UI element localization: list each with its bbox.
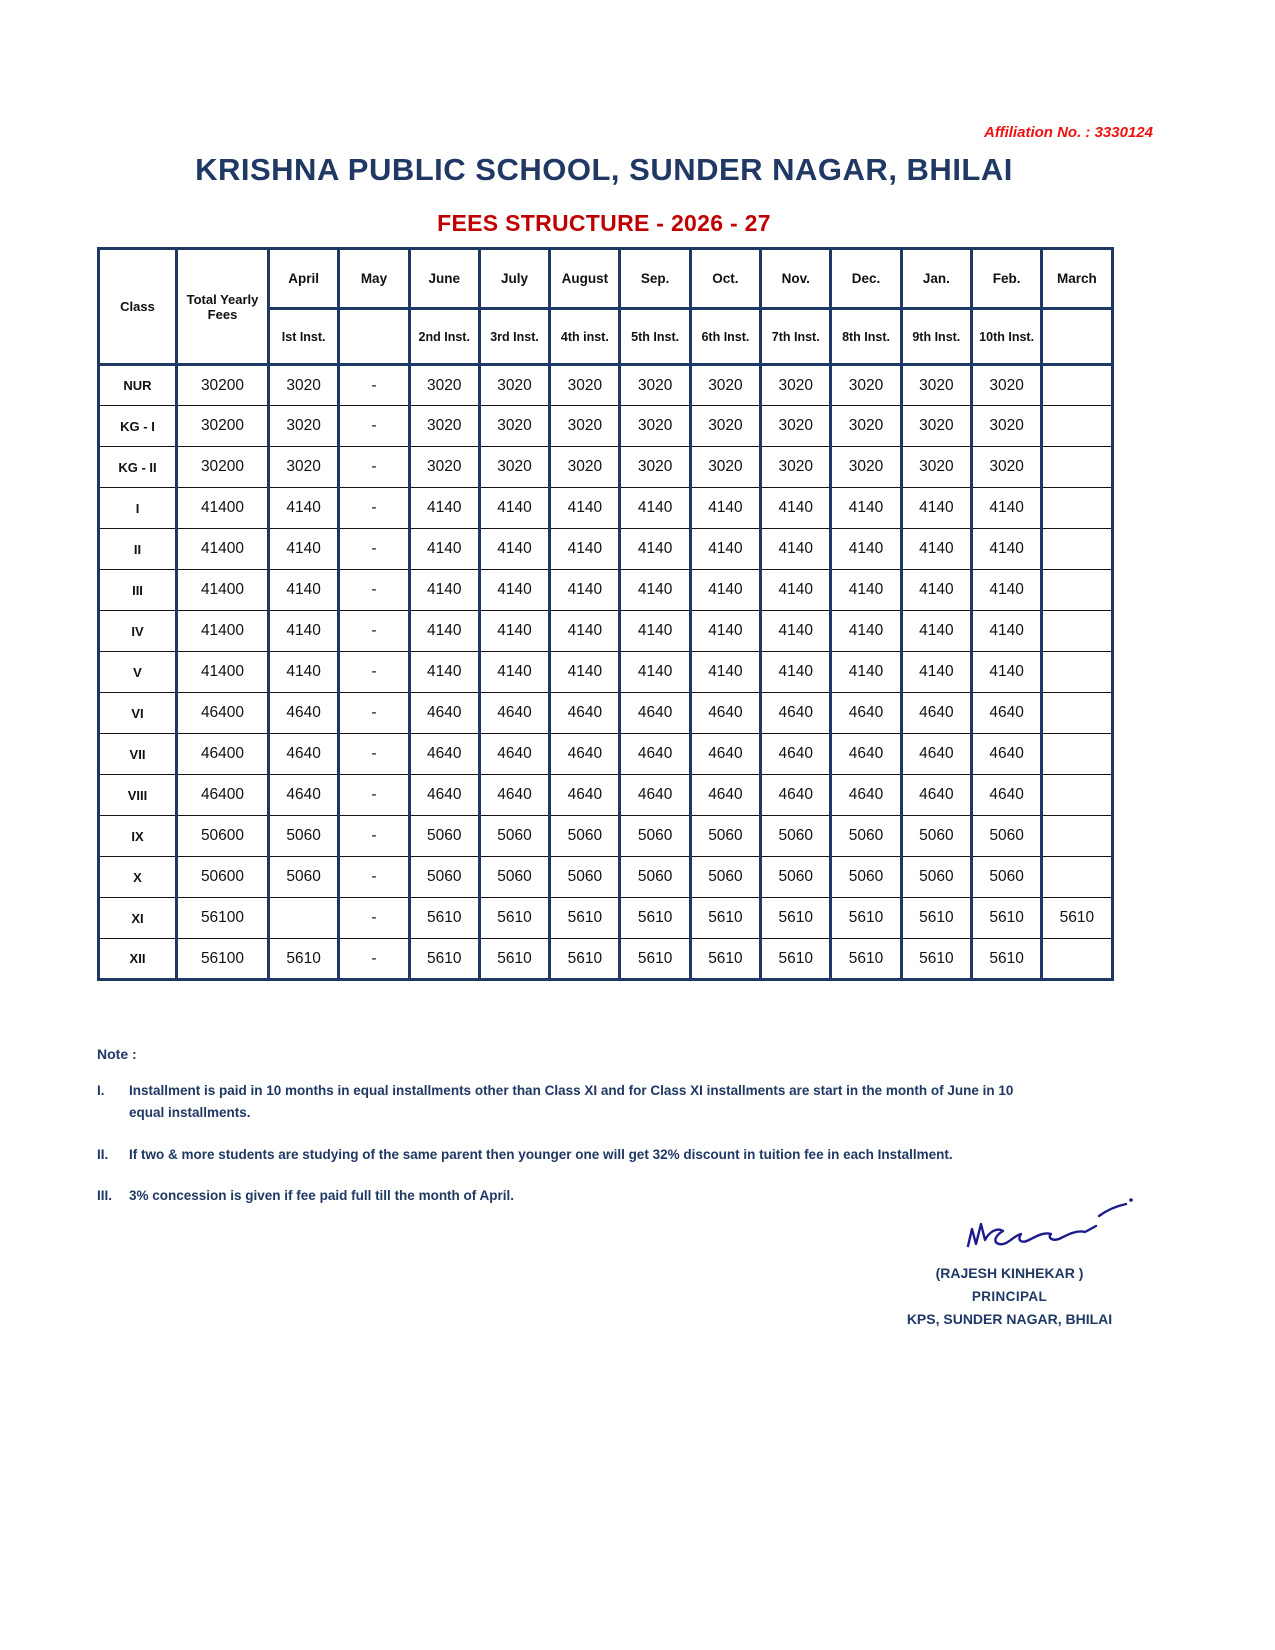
- cell-installment-amount: 4140: [831, 652, 901, 693]
- note-text: Installment is paid in 10 months in equal installments other than Class XI and for Class XI installments are start in the month of June in 10 equal installments.: [129, 1083, 1014, 1121]
- cell-installment-amount: 5610: [971, 939, 1041, 980]
- cell-installment-amount: 4140: [269, 529, 339, 570]
- cell-total-yearly-fees: 46400: [177, 734, 269, 775]
- column-header-installment: 3rd Inst.: [479, 309, 549, 365]
- cell-installment-amount: 4640: [761, 775, 831, 816]
- cell-class: KG - II: [99, 447, 177, 488]
- cell-installment-amount: 4640: [409, 693, 479, 734]
- column-header-installment: 5th Inst.: [620, 309, 690, 365]
- cell-class: VI: [99, 693, 177, 734]
- column-header-installment: 9th Inst.: [901, 309, 971, 365]
- cell-installment-amount: -: [339, 693, 409, 734]
- cell-installment-amount: 4140: [409, 529, 479, 570]
- cell-installment-amount: 4140: [901, 570, 971, 611]
- column-header-month: July: [479, 249, 549, 309]
- cell-installment-amount: 4640: [550, 775, 620, 816]
- cell-class: IX: [99, 816, 177, 857]
- cell-class: KG - I: [99, 406, 177, 447]
- cell-installment-amount: 3020: [620, 447, 690, 488]
- cell-installment-amount: 3020: [620, 406, 690, 447]
- cell-installment-amount: 3020: [479, 447, 549, 488]
- cell-installment-amount: -: [339, 816, 409, 857]
- cell-installment-amount: 3020: [901, 447, 971, 488]
- table-row: [99, 857, 1113, 898]
- cell-installment-amount: 4640: [620, 693, 690, 734]
- cell-class: V: [99, 652, 177, 693]
- cell-installment-amount: 4140: [479, 488, 549, 529]
- cell-installment-amount: [1042, 611, 1112, 652]
- cell-installment-amount: 4140: [409, 570, 479, 611]
- table-row: [99, 529, 1113, 570]
- cell-installment-amount: 5610: [901, 898, 971, 939]
- cell-installment-amount: 4640: [409, 734, 479, 775]
- table-row: [99, 488, 1113, 529]
- cell-installment-amount: 4140: [409, 611, 479, 652]
- cell-installment-amount: 3020: [409, 447, 479, 488]
- cell-installment-amount: 4140: [690, 488, 760, 529]
- cell-installment-amount: 4140: [620, 652, 690, 693]
- cell-installment-amount: -: [339, 488, 409, 529]
- table-header-month-row: [99, 249, 1113, 309]
- table-row: [99, 365, 1113, 406]
- fees-table-body: [99, 365, 1113, 980]
- cell-installment-amount: [1042, 857, 1112, 898]
- cell-installment-amount: 4140: [761, 611, 831, 652]
- cell-installment-amount: 3020: [269, 447, 339, 488]
- cell-installment-amount: 4640: [831, 775, 901, 816]
- cell-installment-amount: 5610: [690, 939, 760, 980]
- column-header-month: April: [269, 249, 339, 309]
- column-header-installment: [1042, 309, 1112, 365]
- cell-installment-amount: 3020: [409, 365, 479, 406]
- cell-class: IV: [99, 611, 177, 652]
- cell-installment-amount: 4640: [971, 734, 1041, 775]
- cell-total-yearly-fees: 41400: [177, 652, 269, 693]
- cell-installment-amount: 3020: [269, 406, 339, 447]
- cell-installment-amount: 4140: [690, 652, 760, 693]
- cell-total-yearly-fees: 41400: [177, 529, 269, 570]
- cell-installment-amount: [1042, 734, 1112, 775]
- table-row: [99, 734, 1113, 775]
- cell-installment-amount: [1042, 775, 1112, 816]
- cell-installment-amount: 5060: [761, 857, 831, 898]
- column-header-month: May: [339, 249, 409, 309]
- cell-class: NUR: [99, 365, 177, 406]
- cell-installment-amount: 5060: [620, 816, 690, 857]
- cell-installment-amount: 4140: [901, 611, 971, 652]
- cell-installment-amount: 5060: [409, 816, 479, 857]
- cell-installment-amount: 3020: [831, 406, 901, 447]
- column-header-class: Class: [99, 249, 177, 365]
- cell-installment-amount: 4140: [971, 488, 1041, 529]
- cell-installment-amount: 4140: [831, 529, 901, 570]
- cell-class: XII: [99, 939, 177, 980]
- cell-total-yearly-fees: 30200: [177, 447, 269, 488]
- cell-installment-amount: 5060: [901, 857, 971, 898]
- cell-installment-amount: 4140: [901, 529, 971, 570]
- signatory-name: (RAJESH KINHEKAR ): [935, 1265, 1084, 1281]
- signatory-organization: KPS, SUNDER NAGAR, BHILAI: [906, 1311, 1113, 1327]
- cell-installment-amount: 4640: [479, 775, 549, 816]
- cell-installment-amount: 5610: [1042, 898, 1112, 939]
- cell-installment-amount: 4640: [479, 734, 549, 775]
- cell-installment-amount: 4140: [620, 488, 690, 529]
- cell-installment-amount: 3020: [761, 365, 831, 406]
- cell-installment-amount: 4640: [901, 693, 971, 734]
- notes-heading: Note :: [97, 1046, 137, 1062]
- notes-list: [97, 1080, 1015, 1207]
- note-item: [97, 1144, 1015, 1166]
- cell-installment-amount: 3020: [901, 365, 971, 406]
- cell-installment-amount: 5610: [479, 898, 549, 939]
- note-text: If two & more students are studying of the same parent then younger one will get 32% discount in tuition fee in each Installment.: [129, 1146, 953, 1162]
- cell-installment-amount: 3020: [971, 365, 1041, 406]
- cell-installment-amount: 4640: [269, 693, 339, 734]
- column-header-month: Feb.: [971, 249, 1041, 309]
- cell-installment-amount: 5610: [620, 898, 690, 939]
- cell-installment-amount: 4640: [901, 734, 971, 775]
- column-header-installment: Ist Inst.: [269, 309, 339, 365]
- column-header-month: Jan.: [901, 249, 971, 309]
- cell-installment-amount: -: [339, 898, 409, 939]
- cell-total-yearly-fees: 46400: [177, 775, 269, 816]
- cell-installment-amount: 4640: [550, 734, 620, 775]
- cell-class: II: [99, 529, 177, 570]
- cell-installment-amount: 4140: [269, 652, 339, 693]
- cell-installment-amount: -: [339, 365, 409, 406]
- cell-installment-amount: 5610: [550, 898, 620, 939]
- signature-block: [872, 1196, 1147, 1331]
- signature-scribble: [960, 1196, 1135, 1254]
- cell-installment-amount: 4640: [831, 734, 901, 775]
- cell-total-yearly-fees: 41400: [177, 570, 269, 611]
- cell-installment-amount: 3020: [479, 365, 549, 406]
- cell-installment-amount: 4140: [479, 652, 549, 693]
- column-header-installment: 2nd Inst.: [409, 309, 479, 365]
- cell-installment-amount: [1042, 529, 1112, 570]
- cell-installment-amount: -: [339, 939, 409, 980]
- cell-installment-amount: 4640: [901, 775, 971, 816]
- cell-installment-amount: 5060: [409, 857, 479, 898]
- cell-installment-amount: 4140: [550, 611, 620, 652]
- cell-installment-amount: 4140: [831, 570, 901, 611]
- cell-installment-amount: 4140: [901, 488, 971, 529]
- cell-installment-amount: [1042, 406, 1112, 447]
- cell-installment-amount: -: [339, 775, 409, 816]
- note-number: I.: [97, 1083, 105, 1098]
- cell-installment-amount: 5060: [831, 816, 901, 857]
- cell-installment-amount: [1042, 488, 1112, 529]
- cell-installment-amount: 5060: [831, 857, 901, 898]
- table-row: [99, 939, 1113, 980]
- cell-installment-amount: 4140: [831, 611, 901, 652]
- cell-total-yearly-fees: 56100: [177, 898, 269, 939]
- column-header-month: Oct.: [690, 249, 760, 309]
- cell-installment-amount: [1042, 652, 1112, 693]
- cell-installment-amount: 4140: [690, 529, 760, 570]
- cell-installment-amount: 5610: [409, 939, 479, 980]
- cell-installment-amount: 4640: [620, 775, 690, 816]
- cell-installment-amount: 5060: [971, 857, 1041, 898]
- cell-installment-amount: -: [339, 611, 409, 652]
- table-row: [99, 406, 1113, 447]
- cell-installment-amount: 5060: [479, 857, 549, 898]
- cell-installment-amount: 5060: [550, 816, 620, 857]
- cell-installment-amount: 5060: [620, 857, 690, 898]
- cell-total-yearly-fees: 41400: [177, 488, 269, 529]
- table-row: [99, 447, 1113, 488]
- cell-installment-amount: 4640: [269, 734, 339, 775]
- cell-installment-amount: 3020: [479, 406, 549, 447]
- cell-total-yearly-fees: 41400: [177, 611, 269, 652]
- cell-installment-amount: 4640: [971, 693, 1041, 734]
- cell-installment-amount: 5060: [269, 816, 339, 857]
- cell-total-yearly-fees: 30200: [177, 365, 269, 406]
- cell-installment-amount: 4140: [479, 529, 549, 570]
- cell-installment-amount: 3020: [831, 447, 901, 488]
- cell-installment-amount: 5060: [269, 857, 339, 898]
- cell-installment-amount: 4140: [761, 529, 831, 570]
- cell-installment-amount: 3020: [761, 406, 831, 447]
- cell-installment-amount: 5610: [831, 939, 901, 980]
- cell-installment-amount: 4140: [620, 529, 690, 570]
- column-header-month: August: [550, 249, 620, 309]
- cell-installment-amount: 4140: [479, 570, 549, 611]
- column-header-month: Dec.: [831, 249, 901, 309]
- cell-installment-amount: 4140: [971, 529, 1041, 570]
- cell-installment-amount: 5060: [901, 816, 971, 857]
- cell-installment-amount: 4640: [690, 775, 760, 816]
- cell-installment-amount: 4140: [971, 570, 1041, 611]
- table-row: [99, 570, 1113, 611]
- cell-class: VII: [99, 734, 177, 775]
- cell-installment-amount: 3020: [971, 406, 1041, 447]
- table-row: [99, 816, 1113, 857]
- cell-installment-amount: 3020: [550, 447, 620, 488]
- cell-installment-amount: 4140: [971, 611, 1041, 652]
- cell-installment-amount: -: [339, 447, 409, 488]
- cell-installment-amount: 5610: [831, 898, 901, 939]
- cell-installment-amount: 4640: [761, 734, 831, 775]
- cell-installment-amount: 4640: [971, 775, 1041, 816]
- cell-installment-amount: 5610: [269, 939, 339, 980]
- table-row: [99, 652, 1113, 693]
- cell-installment-amount: 3020: [761, 447, 831, 488]
- cell-installment-amount: 3020: [690, 365, 760, 406]
- cell-installment-amount: 4140: [971, 652, 1041, 693]
- cell-installment-amount: -: [339, 652, 409, 693]
- cell-installment-amount: 4140: [831, 488, 901, 529]
- cell-installment-amount: 5610: [550, 939, 620, 980]
- table-row: [99, 775, 1113, 816]
- cell-installment-amount: 3020: [971, 447, 1041, 488]
- column-header-installment: 4th inst.: [550, 309, 620, 365]
- cell-installment-amount: 5060: [690, 857, 760, 898]
- cell-installment-amount: 5060: [479, 816, 549, 857]
- cell-class: X: [99, 857, 177, 898]
- cell-installment-amount: 4140: [269, 611, 339, 652]
- cell-installment-amount: [269, 898, 339, 939]
- cell-installment-amount: 4140: [620, 611, 690, 652]
- table-row: [99, 611, 1113, 652]
- cell-installment-amount: 3020: [901, 406, 971, 447]
- cell-installment-amount: 3020: [269, 365, 339, 406]
- cell-installment-amount: 4140: [409, 488, 479, 529]
- fees-table: [97, 247, 1114, 981]
- column-header-installment: 8th Inst.: [831, 309, 901, 365]
- cell-installment-amount: 5060: [550, 857, 620, 898]
- signatory-title: PRINCIPAL: [971, 1289, 1048, 1304]
- note-number: III.: [97, 1187, 113, 1203]
- column-header-installment: 7th Inst.: [761, 309, 831, 365]
- cell-installment-amount: -: [339, 857, 409, 898]
- table-row: [99, 693, 1113, 734]
- cell-installment-amount: [1042, 570, 1112, 611]
- column-header-month: March: [1042, 249, 1112, 309]
- cell-installment-amount: 4140: [269, 570, 339, 611]
- cell-installment-amount: 4640: [269, 775, 339, 816]
- cell-installment-amount: 4140: [550, 529, 620, 570]
- note-text: 3% concession is given if fee paid full till the month of April.: [129, 1187, 515, 1203]
- cell-installment-amount: 3020: [620, 365, 690, 406]
- cell-installment-amount: 3020: [409, 406, 479, 447]
- cell-installment-amount: 4640: [690, 734, 760, 775]
- note-number: II.: [97, 1146, 109, 1162]
- cell-installment-amount: -: [339, 406, 409, 447]
- cell-installment-amount: [1042, 447, 1112, 488]
- cell-total-yearly-fees: 50600: [177, 816, 269, 857]
- cell-installment-amount: 5060: [971, 816, 1041, 857]
- cell-installment-amount: 5610: [971, 898, 1041, 939]
- cell-installment-amount: 3020: [690, 406, 760, 447]
- cell-total-yearly-fees: 56100: [177, 939, 269, 980]
- cell-installment-amount: 4140: [690, 611, 760, 652]
- cell-installment-amount: 4140: [761, 488, 831, 529]
- cell-installment-amount: [1042, 816, 1112, 857]
- cell-installment-amount: 5610: [409, 898, 479, 939]
- column-header-installment: 10th Inst.: [971, 309, 1041, 365]
- cell-installment-amount: 3020: [690, 447, 760, 488]
- cell-installment-amount: 5610: [901, 939, 971, 980]
- cell-installment-amount: -: [339, 734, 409, 775]
- affiliation-number: Affiliation No. : 3330124: [984, 124, 1153, 141]
- column-header-month: June: [409, 249, 479, 309]
- cell-installment-amount: 5610: [761, 939, 831, 980]
- cell-installment-amount: -: [339, 570, 409, 611]
- cell-total-yearly-fees: 50600: [177, 857, 269, 898]
- cell-total-yearly-fees: 46400: [177, 693, 269, 734]
- column-header-installment: 6th Inst.: [690, 309, 760, 365]
- cell-installment-amount: 5610: [479, 939, 549, 980]
- cell-installment-amount: 3020: [831, 365, 901, 406]
- cell-class: I: [99, 488, 177, 529]
- cell-installment-amount: 4140: [761, 570, 831, 611]
- page-title: KRISHNA PUBLIC SCHOOL, SUNDER NAGAR, BHILAI: [195, 152, 1013, 187]
- cell-installment-amount: 4640: [409, 775, 479, 816]
- cell-installment-amount: 4140: [761, 652, 831, 693]
- cell-installment-amount: [1042, 693, 1112, 734]
- cell-installment-amount: 4640: [761, 693, 831, 734]
- cell-installment-amount: 5060: [690, 816, 760, 857]
- cell-installment-amount: 4140: [550, 652, 620, 693]
- note-item: [97, 1080, 1015, 1125]
- cell-installment-amount: 4140: [269, 488, 339, 529]
- cell-class: III: [99, 570, 177, 611]
- cell-installment-amount: -: [339, 529, 409, 570]
- cell-installment-amount: 4140: [690, 570, 760, 611]
- cell-installment-amount: 4140: [620, 570, 690, 611]
- cell-total-yearly-fees: 30200: [177, 406, 269, 447]
- column-header-month: Sep.: [620, 249, 690, 309]
- cell-installment-amount: 3020: [550, 406, 620, 447]
- cell-installment-amount: 4140: [550, 570, 620, 611]
- cell-installment-amount: 4140: [479, 611, 549, 652]
- cell-installment-amount: [1042, 939, 1112, 980]
- cell-installment-amount: 4140: [901, 652, 971, 693]
- page-subtitle: FEES STRUCTURE - 2026 - 27: [437, 210, 771, 236]
- cell-installment-amount: 4640: [620, 734, 690, 775]
- cell-installment-amount: 4140: [409, 652, 479, 693]
- cell-installment-amount: 4140: [550, 488, 620, 529]
- cell-installment-amount: 5610: [690, 898, 760, 939]
- cell-class: VIII: [99, 775, 177, 816]
- cell-installment-amount: 4640: [690, 693, 760, 734]
- cell-installment-amount: [1042, 365, 1112, 406]
- cell-class: XI: [99, 898, 177, 939]
- cell-installment-amount: 3020: [550, 365, 620, 406]
- column-header-month: Nov.: [761, 249, 831, 309]
- cell-installment-amount: 5610: [761, 898, 831, 939]
- cell-installment-amount: 4640: [479, 693, 549, 734]
- table-row: [99, 898, 1113, 939]
- cell-installment-amount: 5610: [620, 939, 690, 980]
- cell-installment-amount: 5060: [761, 816, 831, 857]
- column-header-installment: [339, 309, 409, 365]
- cell-installment-amount: 4640: [550, 693, 620, 734]
- cell-installment-amount: 4640: [831, 693, 901, 734]
- column-header-total-yearly-fees: Total Yearly Fees: [177, 249, 269, 365]
- fees-table-head: [99, 249, 1113, 365]
